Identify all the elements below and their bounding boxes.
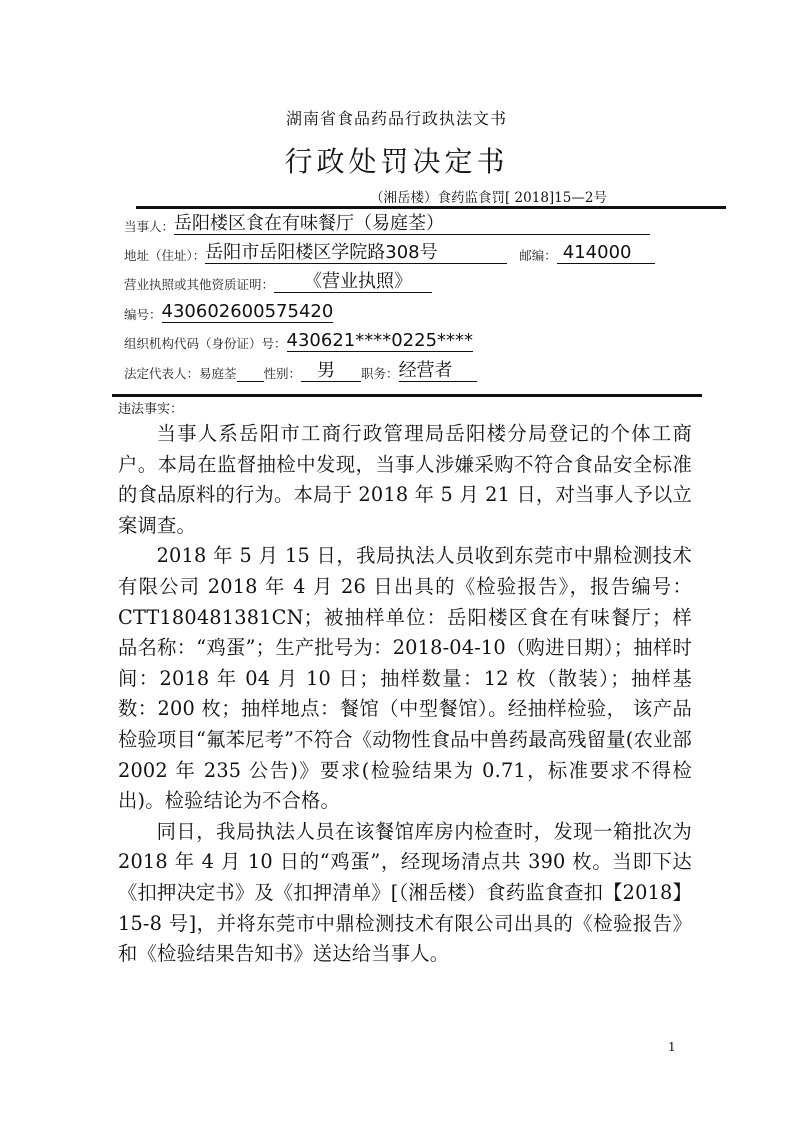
legal-rep-label: 法定代表人： xyxy=(124,366,200,381)
number-label: 编号： xyxy=(124,307,162,322)
org-code-label: 组织机构代码（身份证）号： xyxy=(124,336,287,351)
document-title: 行政处罚决定书 xyxy=(284,145,509,178)
address-value: 岳阳市岳阳楼区学院路308号 xyxy=(205,243,507,264)
party-label: 当事人： xyxy=(124,219,175,234)
number-value: 430602600575420 xyxy=(161,301,334,322)
postcode-value: 414000 xyxy=(557,243,655,264)
gender-label: 性别： xyxy=(263,366,302,381)
facts-label: 违法事实： xyxy=(118,402,184,417)
position-label: 职务： xyxy=(361,366,399,381)
agency-header: 湖南省食品药品行政执法文书 xyxy=(285,109,507,128)
field-row-org-code xyxy=(124,331,473,352)
party-value: 岳阳楼区食在有味餐厅（易庭荃） xyxy=(174,214,650,235)
facts-paragraph: 当事人系岳阳市工商行政管理局岳阳楼分局登记的个体工商户。本局在监督抽检中发现，当事人涉嫌采购不符合食品安全标准的食品原料的行为。本局于 2018 年 5 月 21 日，对当事人予以立案调查。 xyxy=(118,422,692,537)
license-value: 《营业执照》 xyxy=(274,272,432,293)
legal-rep-value: 易庭荃 xyxy=(199,366,237,381)
gender-value: 男 xyxy=(301,361,361,382)
org-code-value: 430621****0225**** xyxy=(286,330,474,351)
postcode-label: 邮编： xyxy=(519,248,557,263)
legal-rep-blank xyxy=(237,367,264,382)
facts-paragraph: 2018 年 5 月 15 日，我局执法人员收到东莞市中鼎检测技术有限公司 2018 年 4 月 26 日出具的《检验报告》，报告编号：CTT180481381CN；被抽样单位：岳阳楼区食在有味餐厅；样品名称：“鸡蛋”；生产批号为：2018-04-10（购进日期）；抽样时间：2018 年 04 月 10 日；抽样数量：12 枚（散装）；抽样基数：200 枚；抽样地点：餐馆（中型餐馆）。经抽样检验， 该产品检验项目“氟苯尼考”不符合《动物性食品中兽药最高残留量(农业部 2002 年 235 公告)》要求(检验结果为 0.71，标准要求不得检出)。检验结论为不合格。 xyxy=(118,544,692,813)
header-rule xyxy=(136,206,726,209)
section-rule xyxy=(112,394,702,397)
field-row-license xyxy=(124,272,432,293)
reference-number: （湘岳楼）食药监食罚[ 2018]15—2号 xyxy=(370,190,607,206)
license-label: 营业执照或其他资质证明： xyxy=(124,277,275,292)
facts-body xyxy=(118,419,692,970)
field-row-number xyxy=(124,302,333,323)
page-number: 1 xyxy=(668,1040,676,1054)
facts-paragraph: 同日，我局执法人员在该餐馆库房内检查时，发现一箱批次为 2018 年 4 月 10 日的“鸡蛋”，经现场清点共 390 枚。当即下达《扣押决定书》及《扣押清单》[（湘岳楼）食药监食查扣【2018】15-8 号]，并将东莞市中鼎检测技术有限公司出具的《检验报告》和《检验结果告知书》送达给当事人。 xyxy=(118,819,692,966)
field-row-legal-rep xyxy=(124,361,477,382)
address-label: 地址（住址）： xyxy=(124,248,206,263)
field-row-address xyxy=(124,243,655,264)
field-row-party xyxy=(124,214,650,235)
position-value: 经营者 xyxy=(399,361,477,382)
